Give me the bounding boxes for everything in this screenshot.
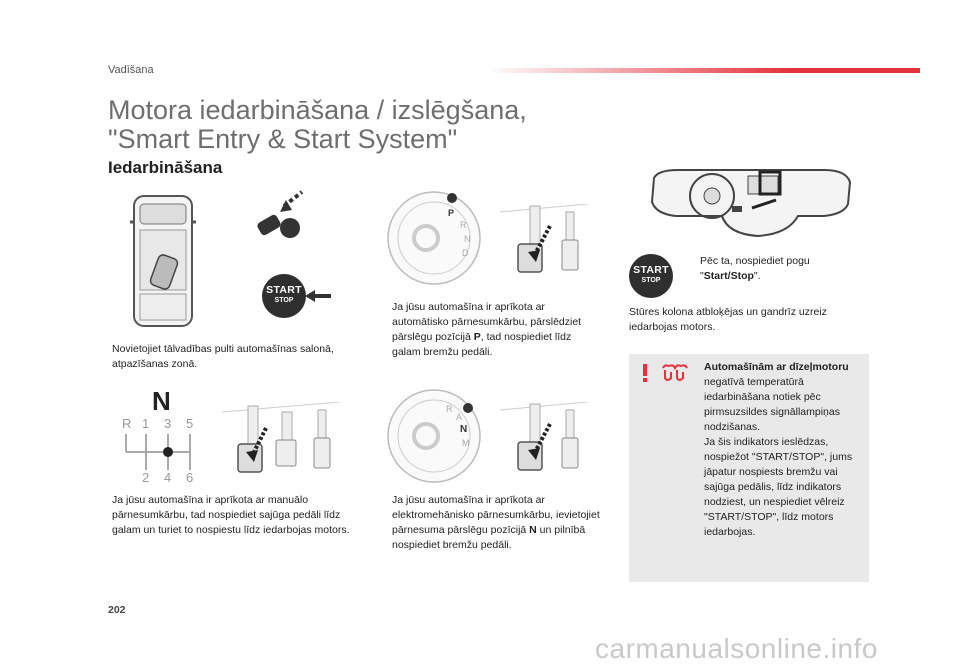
gear-m-label: M [462, 438, 470, 448]
warning-box [629, 354, 869, 582]
brake-pedal-illustration [490, 402, 590, 474]
step-manual: Ja jūsu automašīna ir aprīkota ar manuālo pārnesumkārbu, tad nospiediet sajūga pedāli līdz galam un turiet to nospiestu līdz iedarbojas motors. [112, 494, 350, 536]
step-remote: Novietojiet tālvadības pulti automašīnas salonā, atpazīšanas zonā. [112, 343, 334, 370]
stop-label: STOP [274, 297, 294, 304]
step-press-start: Pēc ta, nospiediet pogu "Start/Stop". [700, 255, 810, 282]
gear-n-label: N [460, 424, 468, 435]
page-title-line-2: "Smart Entry & Start System" [108, 124, 458, 154]
gear-r-label: R [460, 220, 467, 230]
watermark: carmanualsonline.info [595, 633, 878, 664]
gear-3-label: 3 [164, 416, 172, 431]
dashboard-illustration [648, 168, 854, 240]
page-number: 202 [108, 604, 126, 616]
warning-exclamation-icon [637, 362, 699, 384]
section-subtitle: Iedarbināšana [108, 158, 223, 177]
gear-r-label: R [446, 404, 453, 414]
gear-n-label: N [464, 234, 471, 244]
gear-2-label: 2 [142, 470, 150, 482]
manual-gear-shift-pattern [116, 386, 212, 482]
neutral-n-label: N [152, 386, 171, 416]
gear-5-label: 5 [186, 416, 194, 431]
start-stop-button[interactable] [262, 274, 306, 318]
stop-label: STOP [641, 277, 661, 284]
page-title [108, 96, 527, 154]
brake-pedal-illustration [490, 204, 590, 276]
step-automatic: Ja jūsu automašīna ir aprīkota ar automātisko pārnesumkārbu, pārslēdziet pārslēgu pozīcijā P, tad nospiediet līdz galam bremžu pedāli. [392, 301, 582, 358]
arrow-left-icon [305, 290, 331, 302]
gear-p-label: P [448, 208, 455, 218]
gear-r-label: R [122, 416, 132, 431]
gear-4-label: 4 [164, 470, 172, 482]
step-electromechanical: Ja jūsu automašīna ir aprīkota ar elektromehānisko pārnesumkārbu, ievietojiet pārnesuma pārslēgu pozīcijā N un pilnībā nospiediet bremžu pedāli. [392, 494, 600, 551]
gear-1-label: 1 [142, 416, 150, 431]
warning-title: Automašīnām ar dīzeļmotoru [704, 361, 849, 373]
start-label: START [633, 264, 669, 276]
header-divider [487, 68, 920, 73]
van-top-view-illustration [128, 192, 198, 330]
page-title-line-1: Motora iedarbināšana / izslēgšana, [108, 95, 527, 125]
warning-text [704, 360, 864, 540]
steering-note: Stūres kolona atbloķējas un gandrīz uzreiz iedarbojas motors. [629, 306, 827, 333]
start-label: START [266, 284, 302, 296]
section-label: Vadīšana [108, 64, 154, 76]
start-stop-button[interactable] [629, 254, 673, 298]
key-fob-icon [254, 188, 310, 246]
clutch-pedal-illustration [222, 402, 342, 474]
gear-d-label: D [462, 248, 469, 258]
electronic-gear-selector-dial [384, 386, 484, 486]
gear-a-label: A [456, 412, 463, 422]
warning-body: negatīvā temperatūrā iedarbināšana notiek pēc pirmsuzsildes signāllampiņas nodzišanas. Ja šis indikators ieslēdzas, nospiežot "START/STOP", jums jāpatur nospiests bremžu vai sajūga pedālis, līdz indikators nodziest, un nespiediet vēlreiz "START/STOP", līdz motors iedarbojas. [704, 376, 853, 538]
gear-6-label: 6 [186, 470, 194, 482]
automatic-gear-selector-dial [384, 188, 484, 288]
